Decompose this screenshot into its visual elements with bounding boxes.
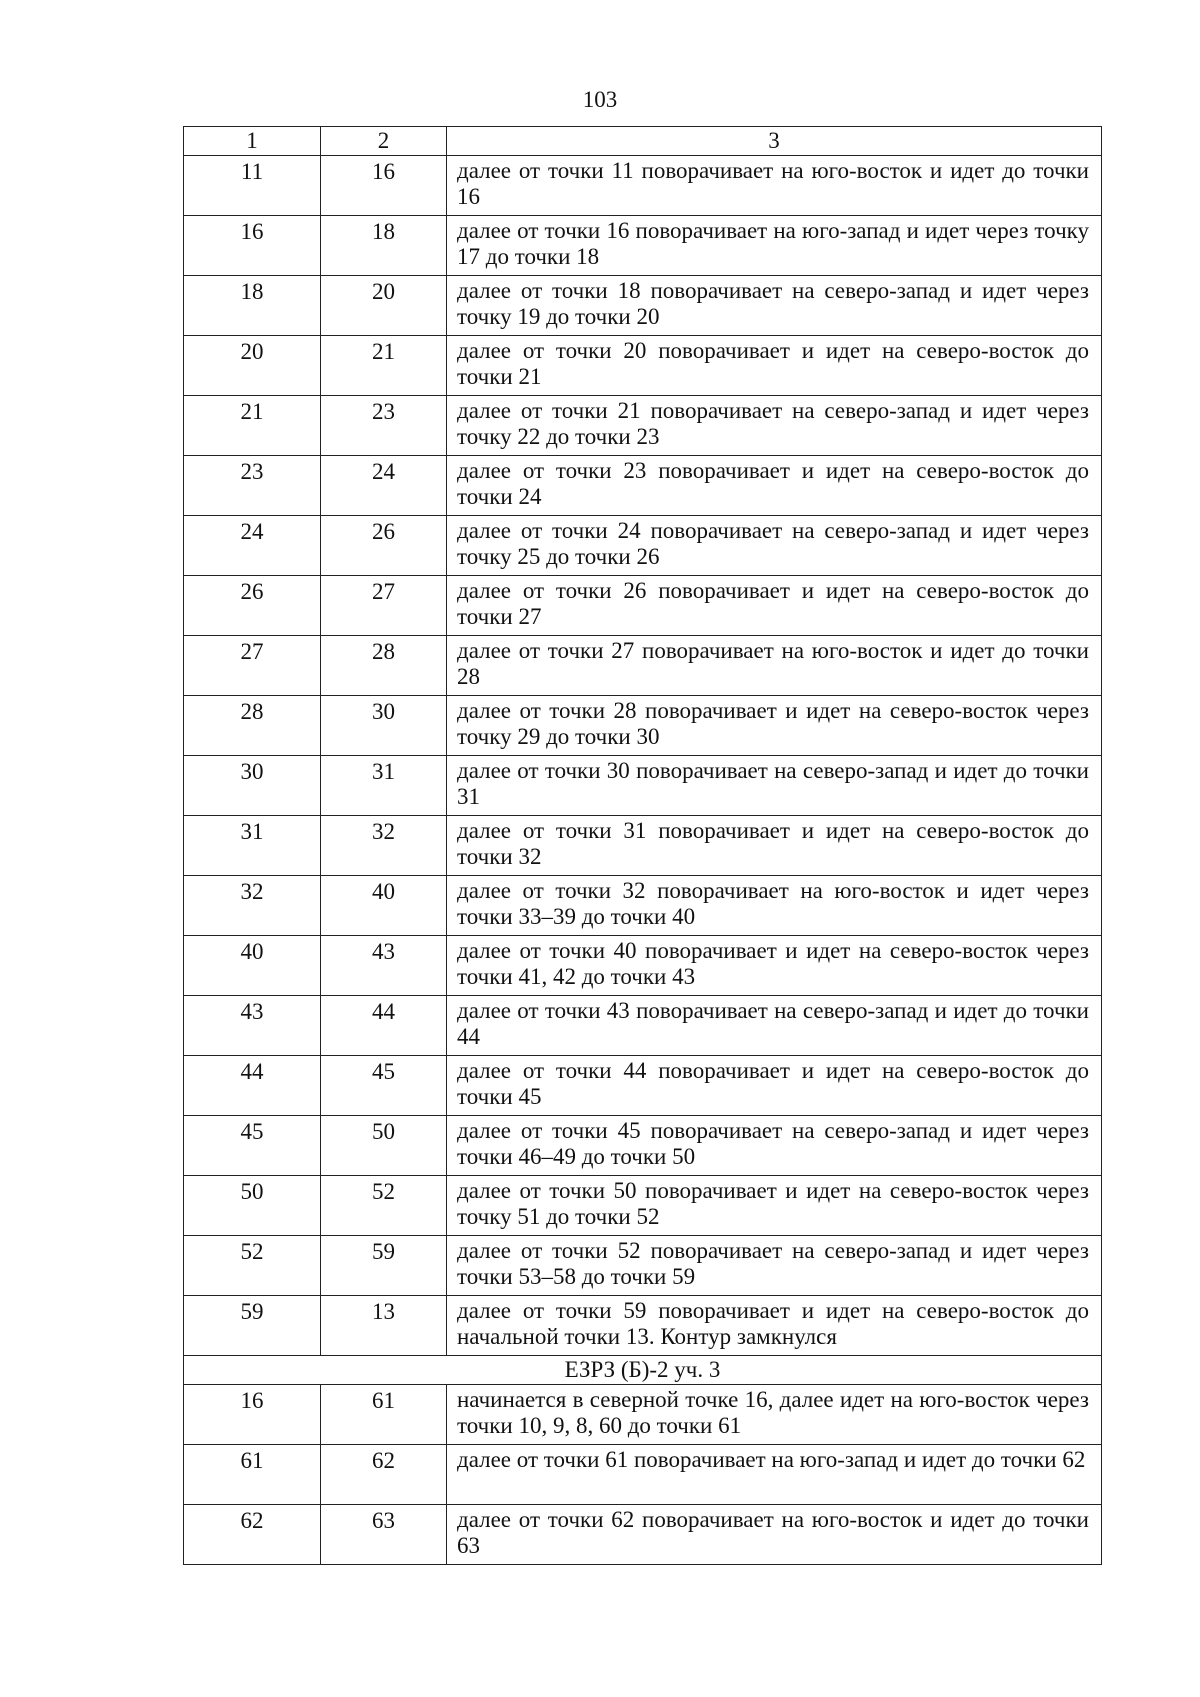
route-description-cell: далее от точки 43 поворачивает на северо-запад и идет до точки 44 xyxy=(447,996,1102,1056)
route-description-cell: далее от точки 45 поворачивает на северо-запад и идет через точки 46–49 до точки 50 xyxy=(447,1116,1102,1176)
from-point-cell: 21 xyxy=(184,396,321,456)
route-description-cell: далее от точки 44 поворачивает и идет на северо-восток до точки 45 xyxy=(447,1056,1102,1116)
to-point-cell: 23 xyxy=(321,396,447,456)
route-description-cell: далее от точки 50 поворачивает и идет на северо-восток через точку 51 до точки 52 xyxy=(447,1176,1102,1236)
from-point-cell: 40 xyxy=(184,936,321,996)
to-point-cell: 31 xyxy=(321,756,447,816)
to-point-cell: 40 xyxy=(321,876,447,936)
route-description-cell: далее от точки 16 поворачивает на юго-запад и идет через точку 17 до точки 18 xyxy=(447,216,1102,276)
table-row xyxy=(184,336,1102,396)
route-description-cell: далее от точки 24 поворачивает на северо-запад и идет через точку 25 до точки 26 xyxy=(447,516,1102,576)
page-number: 103 xyxy=(582,87,618,112)
table-row xyxy=(184,1116,1102,1176)
route-description-cell: далее от точки 28 поворачивает и идет на северо-восток через точку 29 до точки 30 xyxy=(447,696,1102,756)
table-row xyxy=(184,216,1102,276)
to-point-cell: 45 xyxy=(321,1056,447,1116)
route-description-cell: далее от точки 40 поворачивает и идет на северо-восток через точки 41, 42 до точки 43 xyxy=(447,936,1102,996)
to-point-cell: 62 xyxy=(321,1445,447,1505)
to-point-cell: 24 xyxy=(321,456,447,516)
from-point-cell: 31 xyxy=(184,816,321,876)
to-point-cell: 16 xyxy=(321,156,447,216)
route-description-cell: далее от точки 62 поворачивает на юго-восток и идет до точки 63 xyxy=(447,1505,1102,1565)
table-row xyxy=(184,516,1102,576)
to-point-cell: 32 xyxy=(321,816,447,876)
to-point-cell: 50 xyxy=(321,1116,447,1176)
route-description-cell: далее от точки 20 поворачивает и идет на северо-восток до точки 21 xyxy=(447,336,1102,396)
to-point-cell: 59 xyxy=(321,1236,447,1296)
route-description-cell: далее от точки 32 поворачивает на юго-восток и идет через точки 33–39 до точки 40 xyxy=(447,876,1102,936)
route-description-cell: далее от точки 18 поворачивает на северо-запад и идет через точку 19 до точки 20 xyxy=(447,276,1102,336)
route-description-cell: далее от точки 27 поворачивает на юго-восток и идет до точки 28 xyxy=(447,636,1102,696)
route-description-cell: далее от точки 59 поворачивает и идет на северо-восток до начальной точки 13. Контур замкнулся xyxy=(447,1296,1102,1356)
from-point-cell: 32 xyxy=(184,876,321,936)
route-description-cell: далее от точки 30 поворачивает на северо-запад и идет до точки 31 xyxy=(447,756,1102,816)
from-point-cell: 11 xyxy=(184,156,321,216)
to-point-cell: 26 xyxy=(321,516,447,576)
table-row xyxy=(184,696,1102,756)
to-point-cell: 61 xyxy=(321,1385,447,1445)
header-col-2: 2 xyxy=(321,127,447,156)
table-row xyxy=(184,996,1102,1056)
boundary-table xyxy=(183,126,1102,1565)
header-col-3: 3 xyxy=(447,127,1102,156)
from-point-cell: 28 xyxy=(184,696,321,756)
to-point-cell: 27 xyxy=(321,576,447,636)
table-row xyxy=(184,1505,1102,1565)
route-description-cell: далее от точки 61 поворачивает на юго-запад и идет до точки 62 xyxy=(447,1445,1102,1505)
from-point-cell: 61 xyxy=(184,1445,321,1505)
table-row xyxy=(184,576,1102,636)
to-point-cell: 44 xyxy=(321,996,447,1056)
route-description-cell: далее от точки 31 поворачивает и идет на северо-восток до точки 32 xyxy=(447,816,1102,876)
from-point-cell: 45 xyxy=(184,1116,321,1176)
from-point-cell: 23 xyxy=(184,456,321,516)
from-point-cell: 50 xyxy=(184,1176,321,1236)
route-description-cell: далее от точки 26 поворачивает и идет на северо-восток до точки 27 xyxy=(447,576,1102,636)
table-row xyxy=(184,636,1102,696)
to-point-cell: 63 xyxy=(321,1505,447,1565)
section-heading-row xyxy=(184,1356,1102,1385)
to-point-cell: 13 xyxy=(321,1296,447,1356)
to-point-cell: 18 xyxy=(321,216,447,276)
from-point-cell: 30 xyxy=(184,756,321,816)
to-point-cell: 52 xyxy=(321,1176,447,1236)
table-row xyxy=(184,1176,1102,1236)
from-point-cell: 62 xyxy=(184,1505,321,1565)
to-point-cell: 30 xyxy=(321,696,447,756)
route-description-cell: далее от точки 52 поворачивает на северо-запад и идет через точки 53–58 до точки 59 xyxy=(447,1236,1102,1296)
table-row xyxy=(184,1296,1102,1356)
route-description-cell: далее от точки 11 поворачивает на юго-восток и идет до точки 16 xyxy=(447,156,1102,216)
from-point-cell: 24 xyxy=(184,516,321,576)
from-point-cell: 26 xyxy=(184,576,321,636)
table-row xyxy=(184,756,1102,816)
table-row xyxy=(184,276,1102,336)
table-header-row xyxy=(184,127,1102,156)
header-col-1: 1 xyxy=(184,127,321,156)
from-point-cell: 52 xyxy=(184,1236,321,1296)
table-row xyxy=(184,1385,1102,1445)
from-point-cell: 27 xyxy=(184,636,321,696)
from-point-cell: 20 xyxy=(184,336,321,396)
to-point-cell: 20 xyxy=(321,276,447,336)
from-point-cell: 44 xyxy=(184,1056,321,1116)
to-point-cell: 21 xyxy=(321,336,447,396)
table-row xyxy=(184,1056,1102,1116)
table-body xyxy=(184,127,1102,1565)
section-title: ЕЗРЗ (Б)-2 уч. 3 xyxy=(184,1356,1102,1385)
table-row xyxy=(184,816,1102,876)
from-point-cell: 16 xyxy=(184,216,321,276)
table-row xyxy=(184,936,1102,996)
to-point-cell: 43 xyxy=(321,936,447,996)
from-point-cell: 43 xyxy=(184,996,321,1056)
route-description-cell: далее от точки 21 поворачивает на северо-запад и идет через точку 22 до точки 23 xyxy=(447,396,1102,456)
from-point-cell: 16 xyxy=(184,1385,321,1445)
to-point-cell: 28 xyxy=(321,636,447,696)
from-point-cell: 59 xyxy=(184,1296,321,1356)
table-row xyxy=(184,456,1102,516)
route-description-cell: далее от точки 23 поворачивает и идет на северо-восток до точки 24 xyxy=(447,456,1102,516)
from-point-cell: 18 xyxy=(184,276,321,336)
table-row xyxy=(184,1236,1102,1296)
table-row xyxy=(184,876,1102,936)
table-row xyxy=(184,156,1102,216)
route-description-cell: начинается в северной точке 16, далее идет на юго-восток через точки 10, 9, 8, 60 до точки 61 xyxy=(447,1385,1102,1445)
table-row xyxy=(184,396,1102,456)
table-row xyxy=(184,1445,1102,1505)
